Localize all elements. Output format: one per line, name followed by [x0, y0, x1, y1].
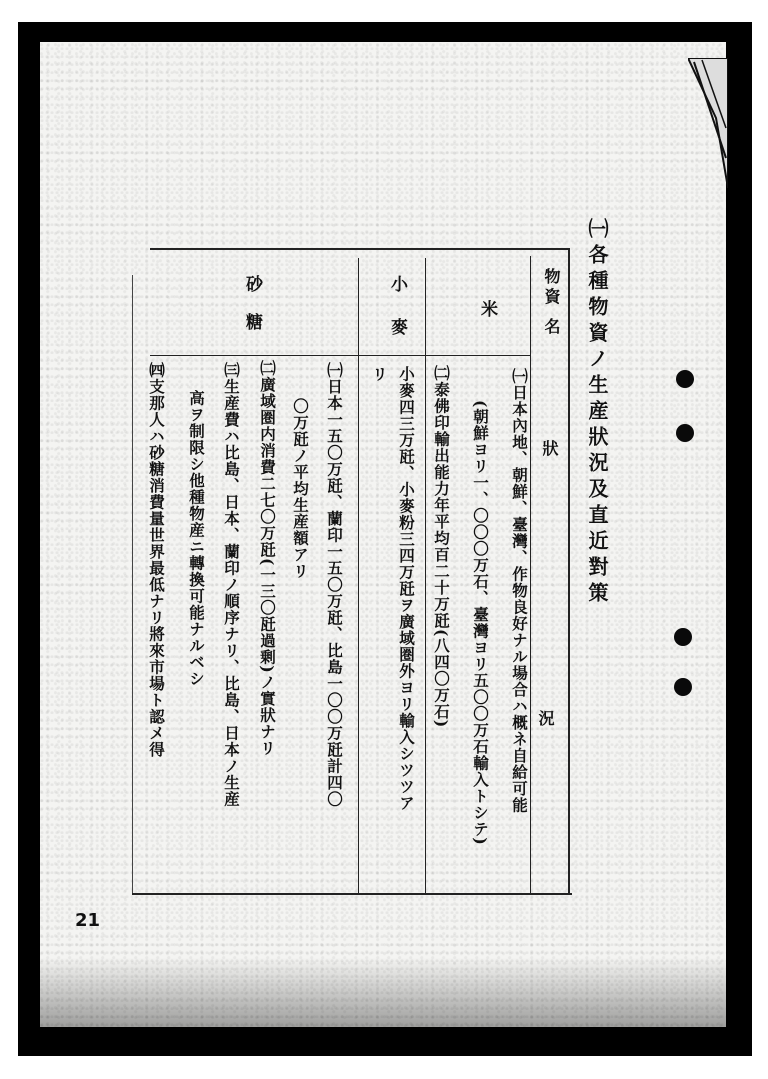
document-page: [40, 42, 726, 1027]
header-row-rule: [150, 355, 530, 356]
header-status-b: 況: [536, 710, 555, 730]
wheat-line-1: 小麥四三万瓩、小麥粉三四万瓩ヲ廣域圏外ヨリ輸入シツツア: [397, 366, 416, 812]
header-status-a: 狀: [540, 440, 559, 460]
punch-hole-2: [676, 424, 694, 442]
sugar-line-4: ㈢生産費ハ比島、日本、蘭印ノ順序ナリ、比島、日本ノ生産: [222, 362, 241, 808]
header-item-name-2: 名: [542, 318, 561, 338]
sugar-line-2: 〇万瓩ノ平均生産額アリ: [291, 398, 310, 580]
punch-hole-4: [674, 678, 692, 696]
commodity-rice: 米: [477, 300, 497, 323]
sugar-line-5: 高ヲ制限シ他種物産ニ轉換可能ナルベシ: [187, 390, 206, 687]
commodity-wheat-2: 麥: [387, 318, 407, 341]
rice-line-1: ㈠日本內地、朝鮮、臺灣、作物良好ナル場合ハ概ネ自給可能: [510, 368, 529, 814]
row-rule-wheat-sugar: [358, 258, 359, 893]
sugar-line-1: ㈠日本一五〇万瓩、蘭印一五〇万瓩、比島一〇〇万瓩計四〇: [325, 362, 344, 808]
page-number: 21: [75, 910, 101, 931]
right-edge-mark: [740, 940, 746, 970]
rice-line-2: (朝鮮ヨリ一、〇〇〇万石、臺灣ヨリ五〇〇万石輸入トシテ): [471, 400, 490, 846]
table-bottom-rule: [132, 893, 572, 895]
commodity-wheat-1: 小: [387, 275, 407, 298]
sugar-line-3: ㈡廣域圏内消費二七〇万瓩(一三〇瓩過剰)ノ實狀ナリ: [258, 360, 277, 757]
header-item-name: 物資: [542, 268, 561, 308]
table-right-rule: [568, 250, 570, 893]
punch-hole-3: [674, 628, 692, 646]
wheat-line-2: リ: [370, 366, 389, 383]
commodity-sugar-1: 砂: [242, 275, 262, 298]
table-top-rule: [150, 248, 570, 250]
punch-hole-1: [676, 370, 694, 388]
folded-corner-icon: [688, 58, 728, 188]
bottom-scan-shadow: [40, 957, 726, 1027]
header-column-rule: [530, 256, 531, 893]
row-rule-rice-wheat: [425, 258, 426, 893]
rice-line-3: ㈡泰佛印輸出能力年平均百二十万瓩(八四〇万石): [432, 365, 451, 729]
commodity-sugar-2: 糖: [242, 313, 262, 336]
sugar-line-6: ㈣支那人ハ砂糖消費量世界最低ナリ將來市場ト認メ得: [147, 362, 166, 758]
section-title: ㈠各種物資ノ生産狀況及直近對策: [585, 218, 609, 608]
table-left-rule: [132, 275, 133, 893]
